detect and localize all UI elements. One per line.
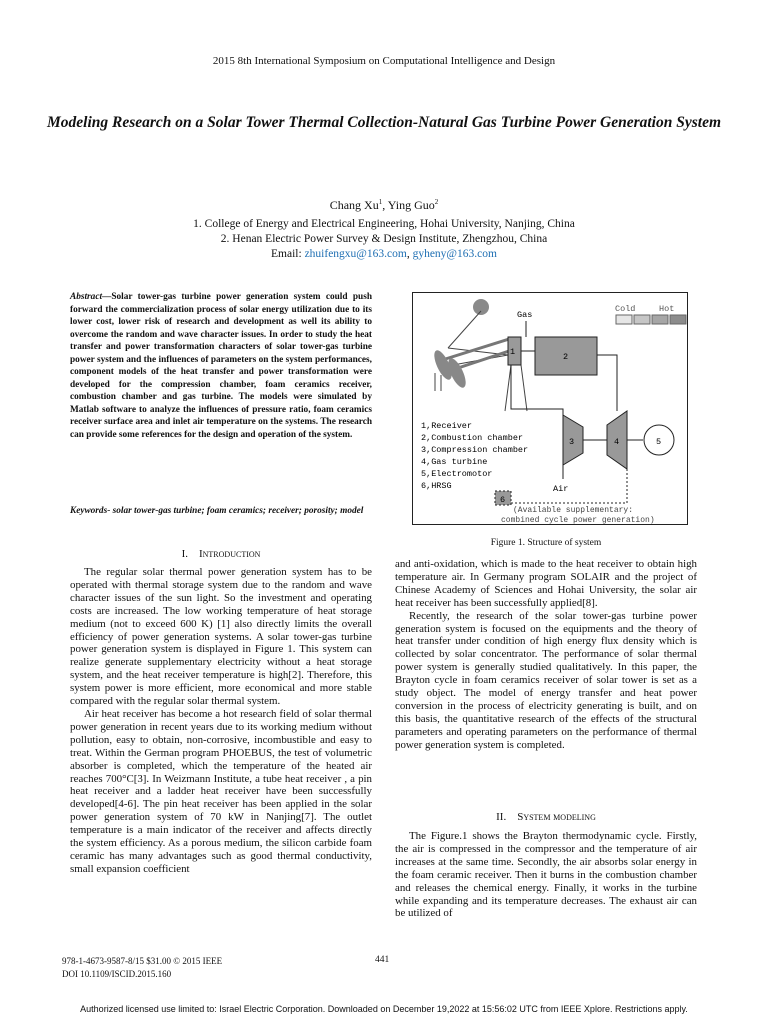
label-air: Air [553, 484, 569, 494]
label-hot: Hot [659, 304, 675, 314]
label-unit-6: 6 [500, 495, 506, 505]
legend-hrsg: 6,HRSG [421, 481, 452, 491]
affiliation-1: 1. College of Energy and Electrical Engineering, Hohai University, Nanjing, China [193, 218, 575, 230]
legend-combustion: 2,Combustion chamber [421, 433, 524, 443]
keywords: Keywords- solar tower-gas turbine; foam ceramics; receiver; porosity; model [70, 506, 364, 516]
paragraph-continued: and anti-oxidation, which is made to the heat receiver to obtain high temperature air. In Germany program SOLAIR and the project of Chinese Academy of Sciences and Hohai University, the solar air heat receiver has been successfully applied[8]. [395, 558, 697, 609]
tower-beam [439, 339, 509, 361]
affiliation-2: 2. Henan Electric Power Survey & Design Institute, Zhengzhou, China [220, 233, 548, 245]
column-right [395, 558, 697, 752]
supplementary-note-1: (Available supplementary: [513, 506, 634, 515]
section-2-number: II. [496, 811, 507, 823]
paper-title: Modeling Research on a Solar Tower Thermal Collection-Natural Gas Turbine Power Generation System [46, 114, 721, 131]
legend-compression: 3,Compression chamber [421, 445, 529, 455]
email-link-1[interactable]: zhuifengxu@163.com [304, 248, 407, 260]
section-2-heading [395, 811, 697, 823]
intro-paragraph-1: The regular solar thermal power generation system has to be operated with thermal storage system due to the random and wave character issues of the sun light. So the investment and operating costs are increased. The low working temperature of heat storage medium (not to exceed 600 K) [1] also directly limits the overall efficiency of power generation systems. A solar tower-gas turbine power generation system is displayed in Figure 1. This system can realize generate supplementary electricity without a heat storage system, and the heat receiver temperature is high[2]. Therefore, this system power is more efficient, more economical and more stable compared with the regular solar thermal system. [70, 566, 372, 708]
column-right-continued [395, 830, 697, 920]
sun-ray [448, 311, 481, 348]
paragraph-brayton: The Figure.1 shows the Brayton thermodynamic cycle. Firstly, the air is compressed in the compressor and the temperature of air increases at the same time. Secondly, the air absorbs solar energy in the foam ceramic receiver. Then it burns in the combustion chamber and releases the chemical energy. Finally, it works in the turbine while expanding and its temperature decreases. The exhaust air can be utilized of [395, 830, 697, 920]
label-cold: Cold [615, 304, 636, 314]
page-number: 441 [375, 955, 390, 965]
abstract-text: —Solar tower-gas turbine power generation system could push forward the commercialization process of solar energy utilization due to its lower cost, lower risk of research and development as well its ability to overcome the random and wave character issues. In order to study the heat transfer and power transformation characters of solar tower-gas turbine power system and the influences of parameters on the system performances, component models of the heat transfer and power transformation were developed for the compression chamber, foam ceramics receiver, combustion chamber and gas turbine. The models were simulated by Matlab software to analyze the influences of pressure ratio, foam ceramics receiver surface area and inlet air temperature on the systems. The research can provide some references for the design and operation of the system. [70, 292, 372, 440]
label-unit-1: 1 [510, 347, 516, 357]
paragraph-recent-research: Recently, the research of the solar tower-gas turbine power generation system is focused on the equipments and the theory of heat transfer under condition of high energy flux density which is collected by solar concentrator. The performance of solar thermal power system is generally studied qualitatively. In this paper, the Brayton cycle in foam ceramics receiver of solar tower is set as a study object. The model of energy transfer and heat power conversion in the process of electricity generating is built, and on this basis, the quantitative research of the effects of the structural parameters and operating parameters on the performance of thermal power generation system is completed. [395, 609, 697, 751]
pipe-combustion-turbine [597, 355, 617, 411]
abstract [70, 291, 372, 441]
email-label: Email: [271, 248, 305, 260]
section-1-number: I. [181, 548, 188, 560]
legend-receiver: 1,Receiver [421, 421, 473, 431]
conference-header: 2015 8th International Symposium on Computational Intelligence and Design [212, 55, 556, 67]
legend-electromotor: 5,Electromotor [421, 469, 493, 479]
doi-line: DOI 10.1109/ISCID.2015.160 [62, 969, 172, 979]
label-gas: Gas [517, 310, 533, 320]
footer-identifiers [62, 955, 222, 981]
email-separator: , [406, 248, 413, 260]
mid-swatch [634, 315, 650, 324]
email-line [0, 248, 768, 260]
section-1-title: Introduction [198, 548, 261, 560]
figure-1 [412, 292, 688, 525]
email-link-2[interactable]: gyheny@163.com [412, 248, 497, 260]
tower-leg [505, 365, 511, 411]
intro-paragraph-2: Air heat receiver has become a hot research field of solar thermal power generation in recent years due to its working medium without pollution, easy to obtain, non-corrosive, incombustible and easy to treat. Within the German program PHOEBUS, the test of volumetric absorber is completed, which the temperature of the heated air reaches 700°C[3]. In Weizmann Institute, a tube heat receiver , a pin heat receiver and a ladder heat receiver have been successfully developed[4-6]. The pin heat receiver has been applied in the solar power generation system of 70 kW in Nanjing[7]. The outlet temperature is a main indicator of the receiver and affects directly the system efficiency. As a porous medium, the silicon carbide foam ceramic has many advantages such as good thermal conductivity, small expansion coefficient [70, 707, 372, 875]
section-2-title: System modeling [517, 811, 596, 823]
sun-icon [473, 299, 489, 315]
label-unit-5: 5 [656, 437, 662, 447]
author-names: Chang Xu$^1$, Ying Guo$^2$ [329, 198, 439, 212]
column-left [70, 566, 372, 876]
abstract-label: Abstract [70, 292, 103, 302]
isbn-line: 978-1-4673-9587-8/15 $31.00 © 2015 IEEE [62, 956, 223, 966]
section-1-heading [70, 548, 372, 560]
authorization-note: Authorized licensed use limited to: Israel Electric Corporation. Downloaded on December 19,2022 at 15:56:02 UTC from IEEE Xplore. Restrictions apply. [80, 1004, 688, 1014]
label-unit-4: 4 [614, 437, 620, 447]
tower-leg [521, 365, 527, 411]
legend-turbine: 4,Gas turbine [421, 457, 488, 467]
figure-caption: Figure 1. Structure of system [490, 538, 602, 548]
supplementary-note-2: combined cycle power generation) [501, 516, 655, 524]
cold-swatch [616, 315, 632, 324]
hot-swatch [670, 315, 686, 324]
label-unit-2: 2 [563, 352, 569, 362]
exhaust-pipe [511, 465, 627, 503]
label-unit-3: 3 [569, 437, 575, 447]
warm-swatch [652, 315, 668, 324]
